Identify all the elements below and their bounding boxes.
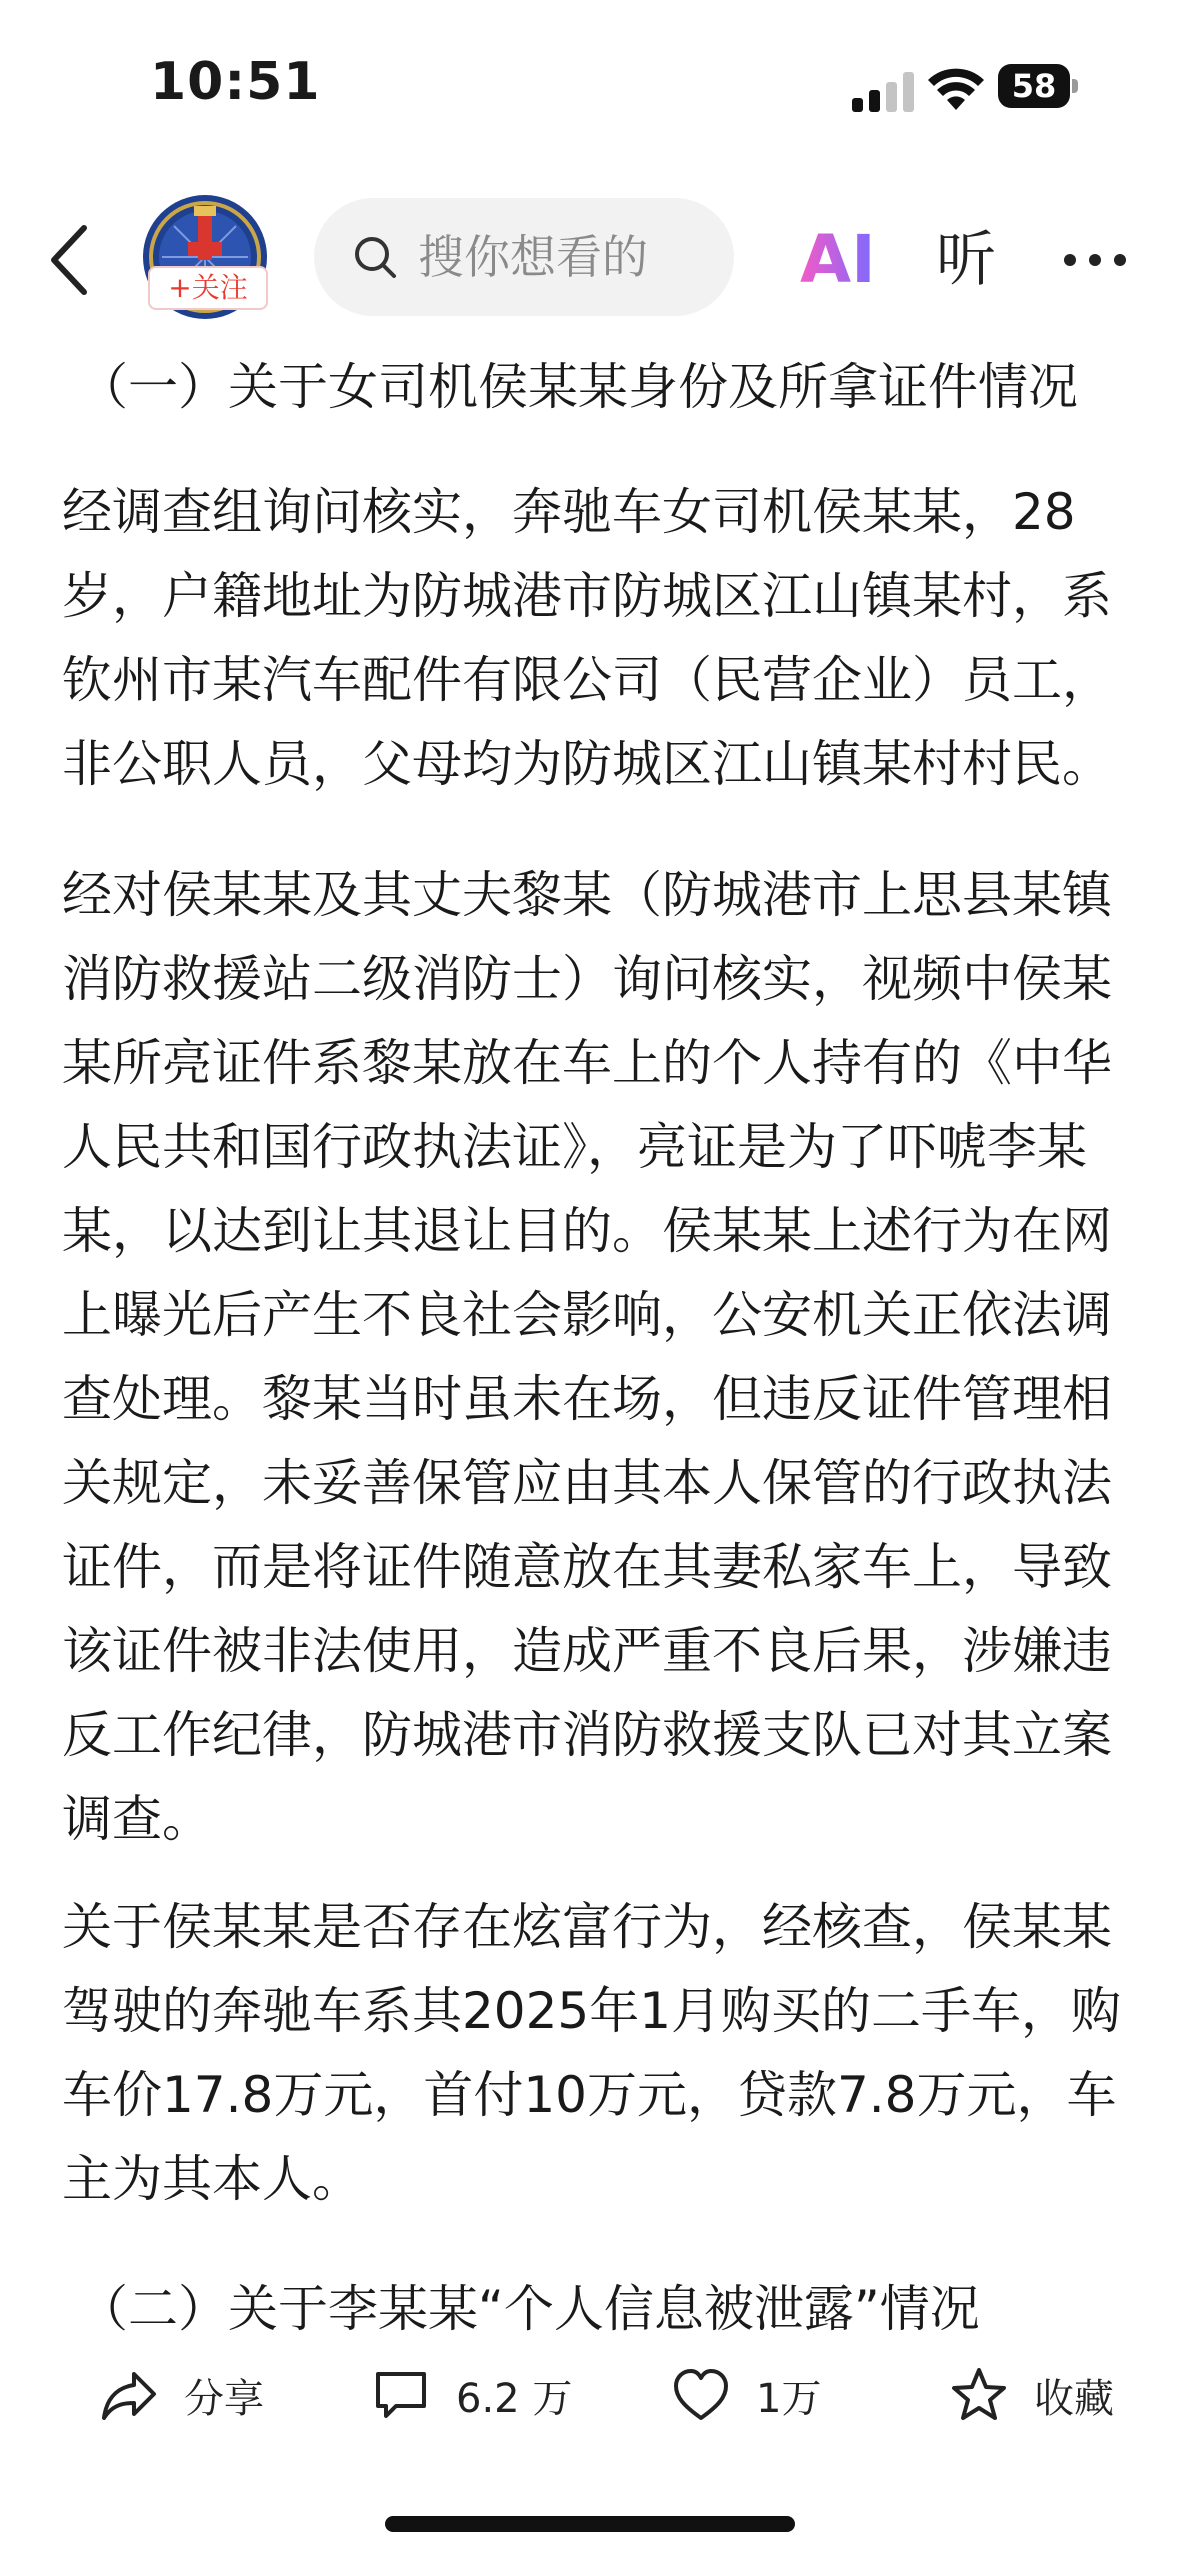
share-button[interactable] <box>100 2340 264 2450</box>
article-paragraph-3: 关于侯某某是否存在炫富行为，经核查，侯某某驾驶的奔驰车系其2025年1月购买的二手车，购车价17.8万元，首付10万元，贷款7.8万元，车主为其本人。 <box>62 1898 1122 2208</box>
follow-button[interactable]: +关注 <box>148 266 268 310</box>
listen-button[interactable]: 听 <box>936 225 996 295</box>
status-bar <box>0 0 1179 170</box>
ai-button[interactable]: AI <box>800 221 876 298</box>
comment-count: 6.2 万 <box>456 2375 573 2422</box>
back-icon[interactable] <box>44 222 96 298</box>
share-icon <box>100 2366 158 2424</box>
share-label: 分享 <box>184 2375 264 2422</box>
comment-button[interactable] <box>372 2340 572 2450</box>
bottom-action-bar <box>0 2340 1179 2450</box>
battery-level: 58 <box>1011 67 1057 105</box>
top-nav-bar <box>0 170 1179 340</box>
like-count: 1万 <box>756 2375 822 2422</box>
like-button[interactable] <box>672 2340 821 2450</box>
section-heading-2: （二）关于李某某“个人信息被泄露”情况 <box>78 2280 980 2338</box>
search-placeholder: 搜你想看的 <box>418 230 648 284</box>
heart-icon <box>672 2366 730 2424</box>
home-indicator[interactable] <box>385 2516 795 2532</box>
article-paragraph-2: 经对侯某某及其丈夫黎某（防城港市上思县某镇消防救援站二级消防士）询问核实，视频中侯某某所亮证件系黎某放在车上的个人持有的《中华人民共和国行政执法证》，亮证是为了吓唬李某某，以达到让其退让目的。侯某某上述行为在网上曝光后产生不良社会影响，公安机关正依法调查处理。黎某当时虽未在场，但违反证件管理相关规定，未妥善保管应由其本人保管的行政执法证件，而是将证件随意放在其妻私家车上，导致该证件被非法使用，造成严重不良后果，涉嫌违反工作纪律，防城港市消防救援支队已对其立案调查。 <box>62 866 1112 1848</box>
article-paragraph-1: 经调查组询问核实，奔驰车女司机侯某某，28岁，户籍地址为防城港市防城区江山镇某村，系钦州市某汽车配件有限公司（民营企业）员工，非公职人员，父母均为防城区江山镇某村村民。 <box>62 483 1112 793</box>
search-input[interactable] <box>314 198 734 316</box>
cellular-signal-icon <box>852 72 916 112</box>
status-time: 10:51 <box>150 52 321 112</box>
favorite-label: 收藏 <box>1034 2375 1114 2422</box>
comment-icon <box>372 2366 430 2424</box>
battery-icon <box>998 64 1080 108</box>
search-icon <box>352 234 398 280</box>
section-heading-1: （一）关于女司机侯某某身份及所拿证件情况 <box>78 358 1078 416</box>
more-icon[interactable] <box>1060 230 1130 290</box>
wifi-icon <box>927 64 985 112</box>
favorite-button[interactable] <box>950 2340 1114 2450</box>
star-icon <box>950 2366 1008 2424</box>
